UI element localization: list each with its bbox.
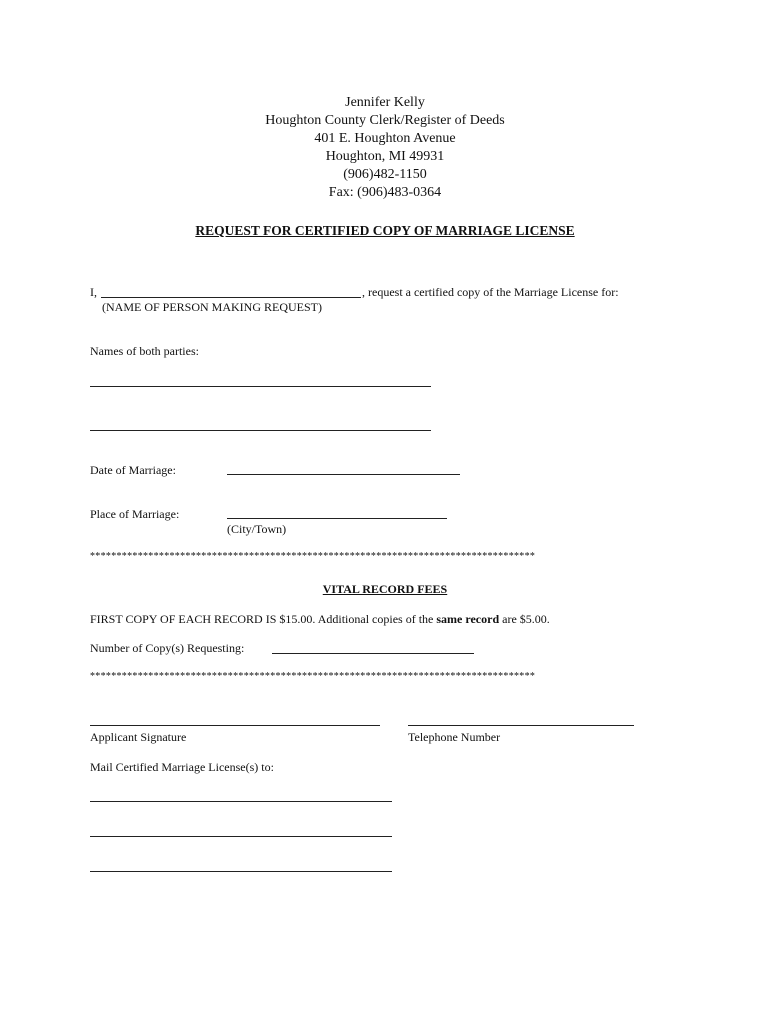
clerk-phone: (906)482-1150 xyxy=(343,167,427,182)
place-of-marriage-label: Place of Marriage: xyxy=(90,507,180,521)
mail-address-line-1[interactable] xyxy=(90,801,392,802)
parties-label: Names of both parties: xyxy=(90,344,199,358)
mail-address-line-2[interactable] xyxy=(90,836,392,837)
fees-text-start: FIRST COPY OF EACH RECORD IS $15.00. Additional copies of the xyxy=(90,612,437,626)
clerk-fax: Fax: (906)483-0364 xyxy=(328,185,442,200)
clerk-header xyxy=(0,94,770,202)
party-two-field[interactable] xyxy=(90,430,431,431)
clerk-office: Houghton County Clerk/Register of Deeds xyxy=(265,113,505,128)
copies-label: Number of Copy(s) Requesting: xyxy=(90,641,245,655)
requester-name-caption: (NAME OF PERSON MAKING REQUEST) xyxy=(102,300,323,314)
telephone-label: Telephone Number xyxy=(408,730,501,744)
separator-top: ************************************************************************************ xyxy=(90,551,536,562)
mail-address-line-3[interactable] xyxy=(90,871,392,872)
place-of-marriage-field[interactable] xyxy=(227,518,447,519)
clerk-name: Jennifer Kelly xyxy=(345,95,425,110)
separator-bottom: ************************************************************************************ xyxy=(90,671,536,682)
applicant-signature-label: Applicant Signature xyxy=(90,730,187,744)
telephone-field[interactable] xyxy=(408,725,634,726)
clerk-city: Houghton, MI 49931 xyxy=(325,149,445,164)
date-of-marriage-label: Date of Marriage: xyxy=(90,463,176,477)
clerk-street: 401 E. Houghton Avenue xyxy=(314,131,456,146)
requester-name-field[interactable] xyxy=(101,297,361,298)
form-title: REQUEST FOR CERTIFIED COPY OF MARRIAGE LICENSE xyxy=(195,223,575,238)
request-suffix: , request a certified copy of the Marriage License for: xyxy=(362,285,619,299)
date-of-marriage-field[interactable] xyxy=(227,474,460,475)
fees-title: VITAL RECORD FEES xyxy=(322,582,448,596)
request-prefix: I, xyxy=(90,285,97,299)
applicant-signature-field[interactable] xyxy=(90,725,380,726)
fees-text-bold: same record xyxy=(436,612,500,626)
copies-field[interactable] xyxy=(272,653,474,654)
party-one-field[interactable] xyxy=(90,386,431,387)
place-caption: (City/Town) xyxy=(227,522,287,536)
fees-text xyxy=(90,612,550,626)
fees-text-end: are $5.00. xyxy=(499,612,550,626)
mail-to-label: Mail Certified Marriage License(s) to: xyxy=(90,760,274,774)
